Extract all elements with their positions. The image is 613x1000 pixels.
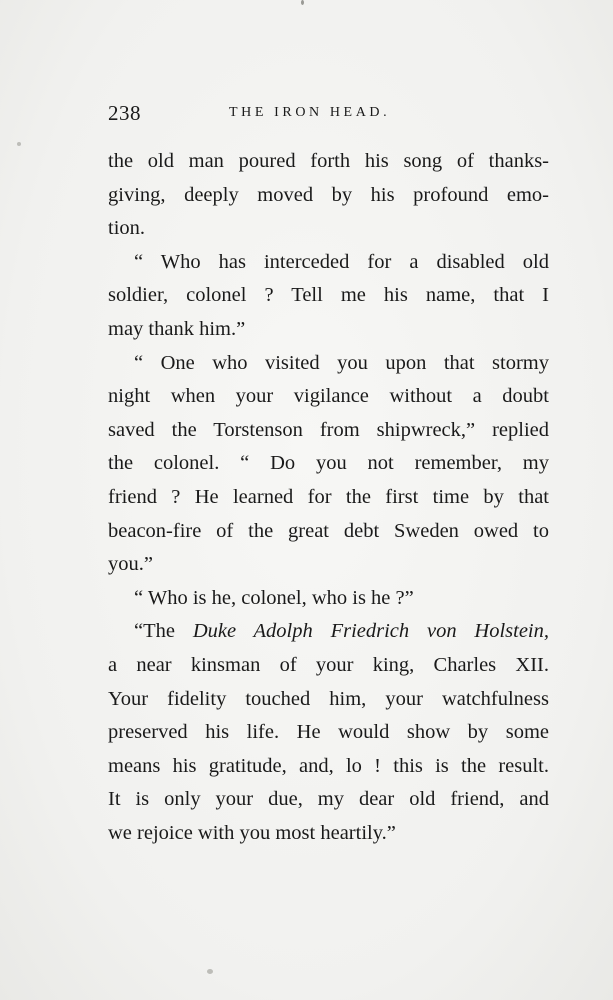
page-header [108,101,548,131]
italic-name: Duke Adolph Friedrich von Holstein, [192,620,549,643]
text-line: soldier, colonel ? Tell me his name, that I [108,284,549,307]
text-line: “ One who visited you upon that stormy [134,351,549,374]
text-line: Your fidelity touched him, your watchfulness [108,687,549,710]
text-line: the old man poured forth his song of thanks- [108,150,549,172]
text-line: a near kinsman of your king, Charles XII. [108,653,549,676]
text-line: means his gratitude, and, lo ! this is the result. [108,754,549,777]
text-line: the colonel. “ Do you not remember, my [108,452,549,475]
text-line: “ Who is he, colonel, who is he ?” [134,586,414,609]
text-line: tion. [108,217,146,240]
text-line: friend ? He learned for the first time by that [108,485,549,508]
text-line: beacon-fire of the great debt Sweden owed to [108,519,549,542]
paper-speck [207,969,213,974]
text-line: may thank him.” [108,317,246,340]
text-line: preserved his life. He would show by some [108,721,549,744]
text-line: night when your vigilance without a doubt [108,385,549,408]
text-line: It is only your due, my dear old friend, and [108,788,549,811]
body-text [108,145,549,850]
text-line [108,615,549,649]
text-line: “ Who has interceded for a disabled old [134,250,549,273]
paper-speck [301,0,304,5]
text-line: saved the Torstenson from shipwreck,” replied [108,418,549,441]
running-title: THE IRON HEAD. [229,105,391,120]
paper-speck [17,142,21,146]
quote-open: “The [134,620,193,643]
page-number: 238 [108,101,141,125]
text-line: giving, deeply moved by his profound emo- [108,183,549,206]
text-line: we rejoice with you most heartily.” [108,821,396,844]
text-line: you.” [108,553,153,576]
